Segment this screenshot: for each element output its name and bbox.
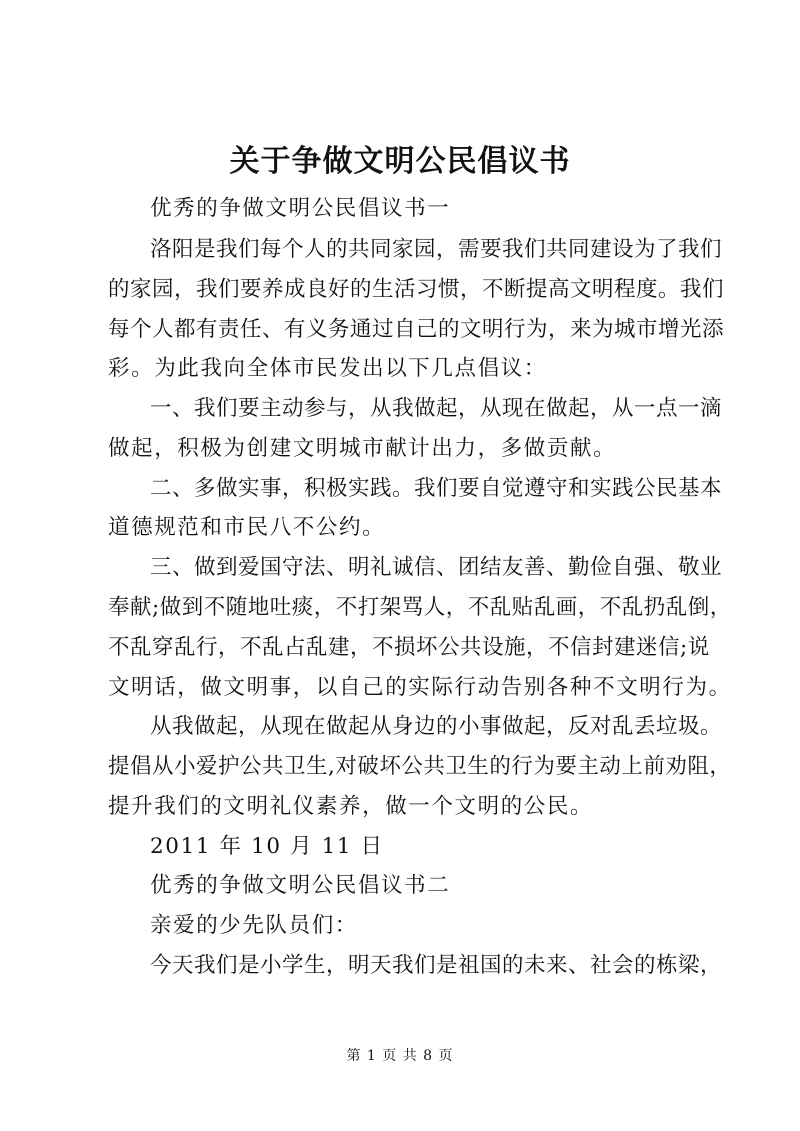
paragraph-line: 提升我们的文明礼仪素养，做一个文明的公民。 (108, 794, 594, 819)
paragraph-line: 道德规范和市民八不公约。 (108, 515, 386, 540)
date-line: 2011 年 10 月 11 日 (150, 834, 384, 859)
paragraph-line: 一、我们要主动参与，从我做起，从现在做起，从一点一滴 (150, 396, 723, 421)
paragraph-line: 洛阳是我们每个人的共同家园，需要我们共同建设为了我们 (150, 237, 723, 262)
paragraph-line: 彩。为此我向全体市民发出以下几点倡议： (108, 356, 547, 381)
paragraph-line: 提倡从小爱护公共卫生,对破坏公共卫生的行为要主动上前劝阻， (108, 754, 732, 779)
paragraph-line: 从我做起，从现在做起从身边的小事做起，反对乱丢垃圾。 (150, 714, 723, 739)
paragraph-line: 奉献;做到不随地吐痰，不打架骂人，不乱贴乱画，不乱扔乱倒， (108, 595, 732, 620)
document-title: 关于争做文明公民倡议书 (229, 144, 571, 179)
section-heading-1: 优秀的争做文明公民倡议书一 (150, 196, 451, 221)
paragraph-line: 每个人都有责任、有义务通过自己的文明行为，来为城市增光添 (108, 317, 725, 342)
paragraph-line: 文明话，做文明事，以自己的实际行动告别各种不文明行为。 (108, 675, 732, 700)
paragraph-line: 二、多做实事，积极实践。我们要自觉遵守和实践公民基本 (150, 476, 723, 501)
paragraph-line: 今天我们是小学生，明天我们是祖国的未来、社会的栋梁， (150, 953, 723, 978)
salutation: 亲爱的少先队员们： (150, 913, 358, 938)
page-number: 第 1 页 共 8 页 (346, 1048, 454, 1064)
paragraph-line: 的家园，我们要养成良好的生活习惯，不断提高文明程度。我们 (108, 277, 725, 302)
paragraph-line: 不乱穿乱行，不乱占乱建，不损坏公共设施，不信封建迷信;说 (108, 635, 710, 660)
section-heading-2: 优秀的争做文明公民倡议书二 (150, 873, 451, 898)
paragraph-line: 做起，积极为创建文明城市献计出力，多做贡献。 (108, 436, 617, 461)
paragraph-line: 三、做到爱国守法、明礼诚信、团结友善、勤俭自强、敬业 (150, 555, 723, 580)
